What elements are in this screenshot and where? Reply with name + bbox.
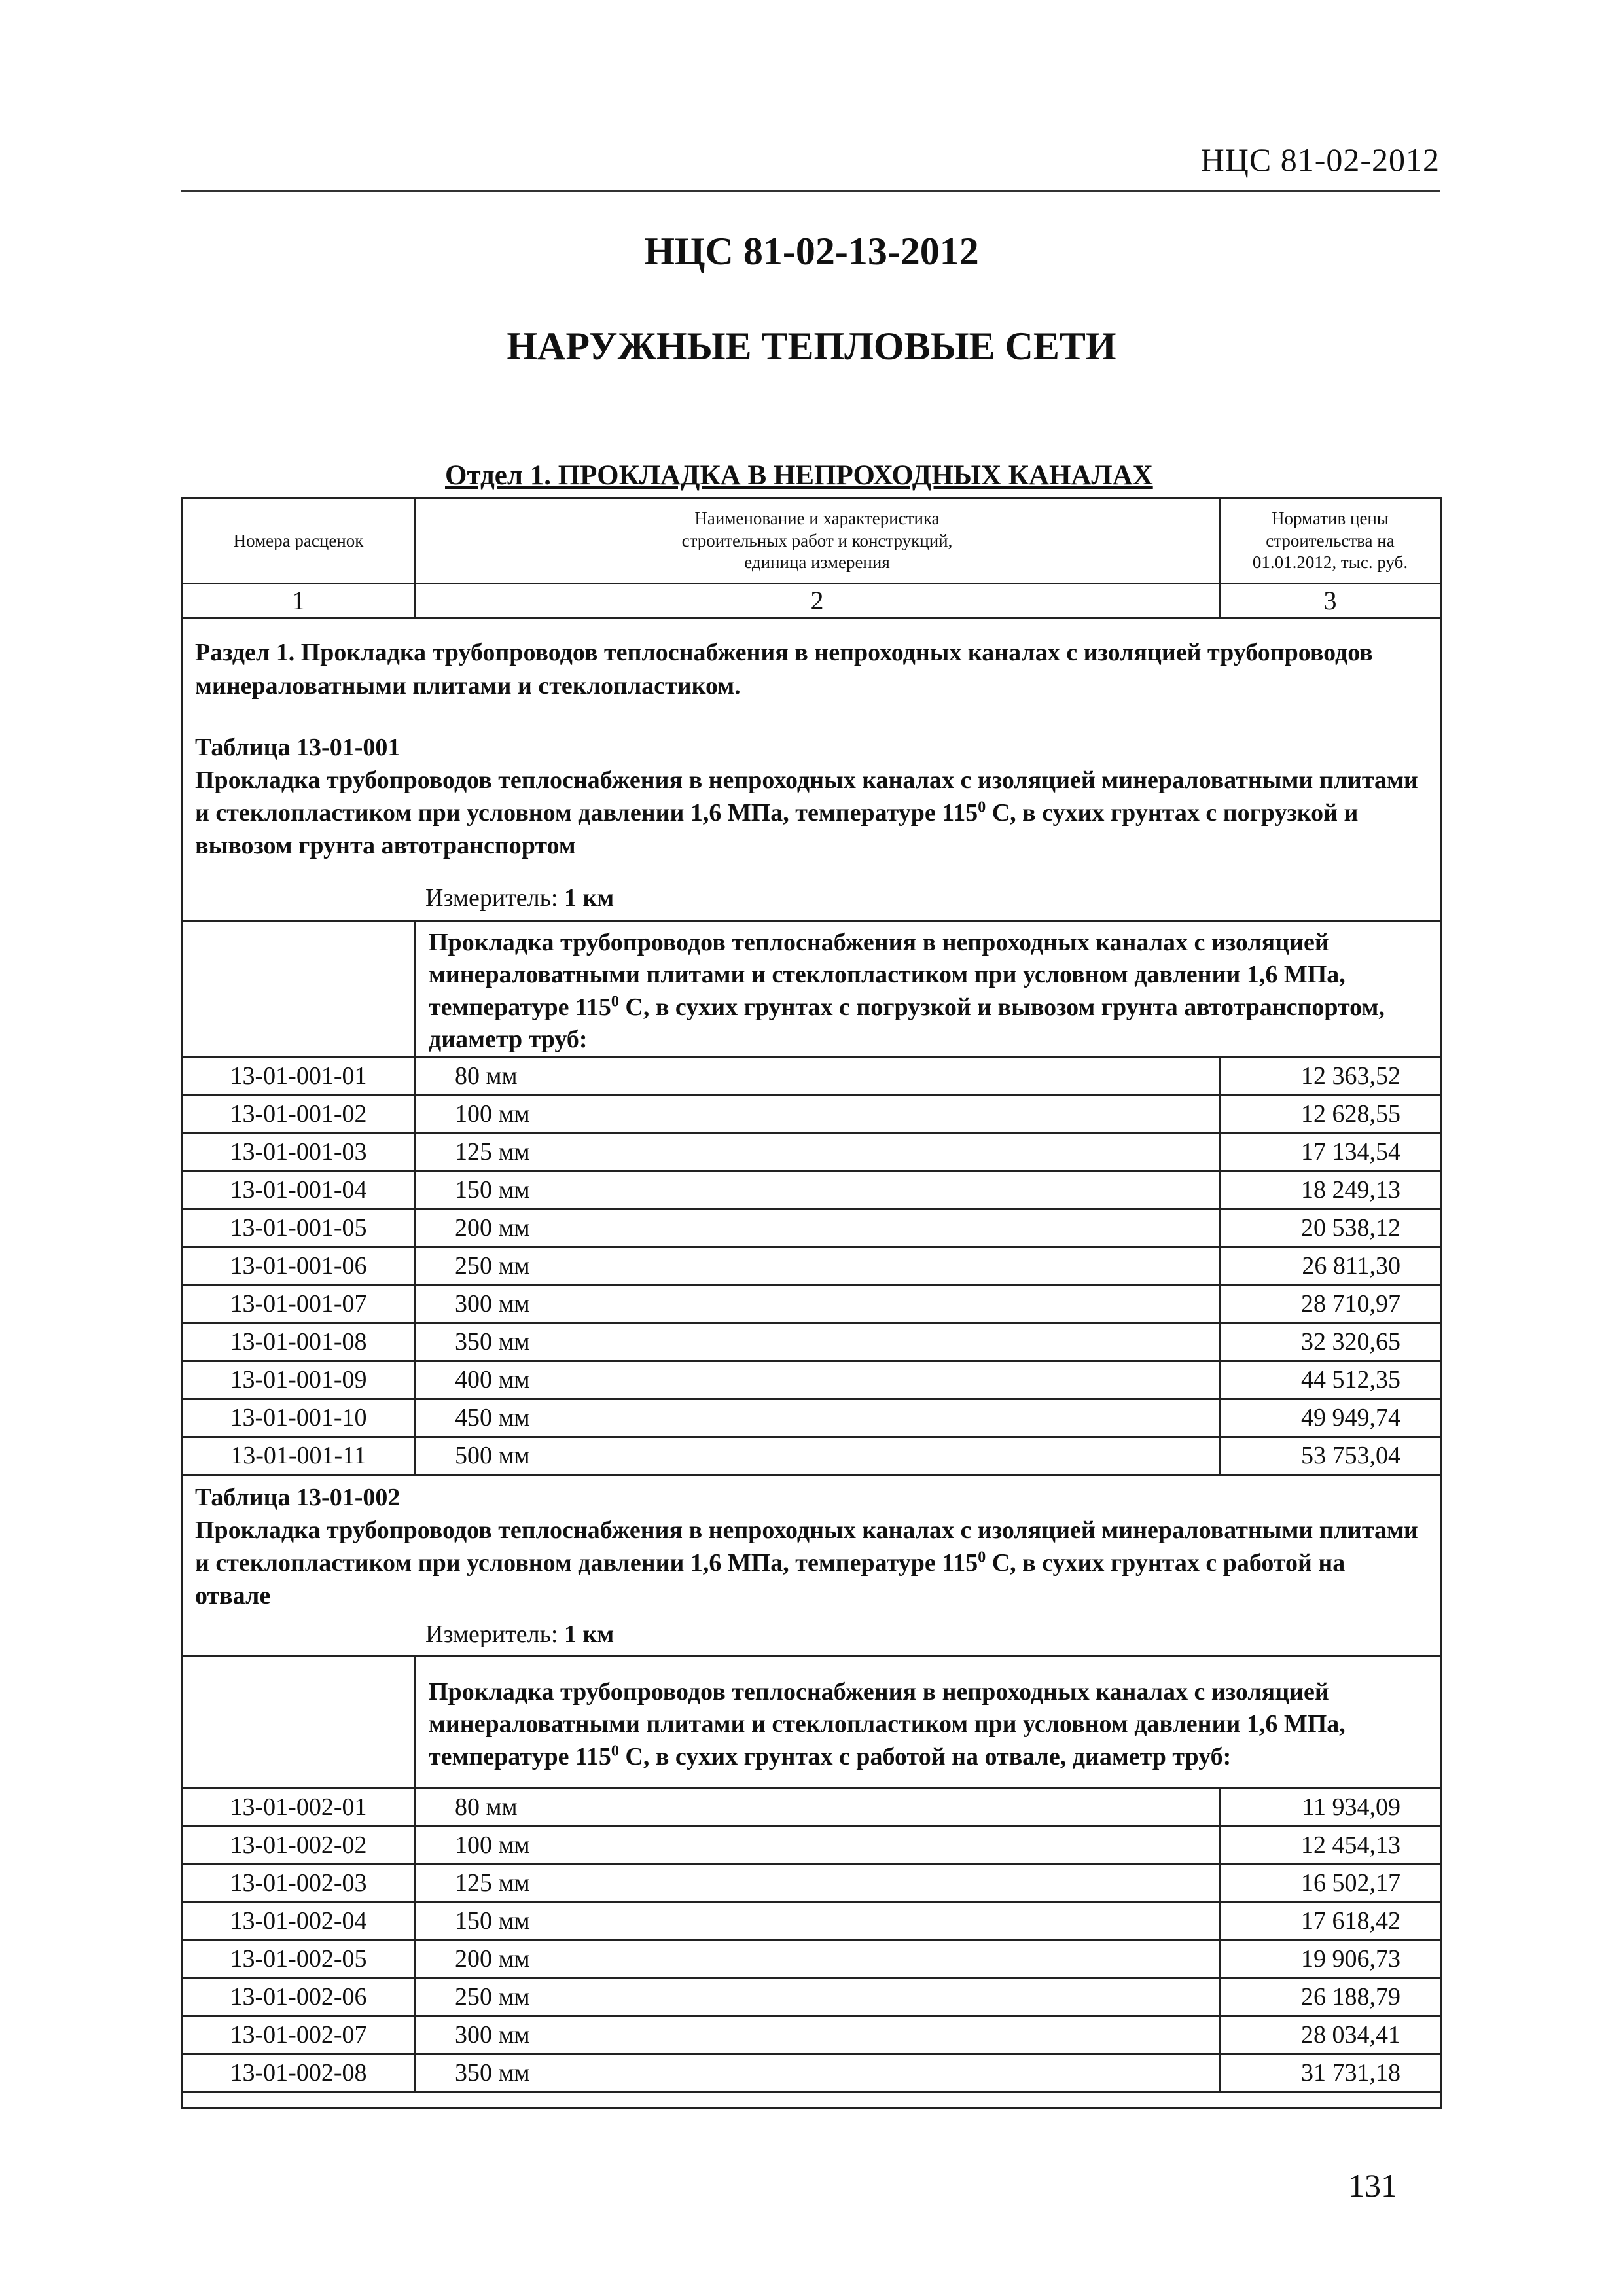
table2-meter bbox=[425, 1620, 614, 1649]
table2-meter-label: Измеритель: bbox=[425, 1621, 564, 1648]
table1-meter bbox=[425, 884, 614, 912]
header-rule bbox=[181, 190, 1440, 192]
table1-desc-part2: С, в сухих грунтах с погрузкой и вывозом грунта автотранспортом, диаметр труб: bbox=[429, 993, 1385, 1054]
table1-meter-value: 1 км bbox=[564, 884, 615, 912]
table-row bbox=[183, 1285, 1441, 1323]
price-value: 12 628,55 bbox=[1220, 1095, 1441, 1133]
table-row bbox=[183, 1399, 1441, 1437]
table2-label: Таблица 13-01-002 bbox=[195, 1484, 401, 1511]
table2-desc-empty bbox=[183, 1656, 415, 1789]
table-row bbox=[183, 1979, 1441, 2017]
department-heading bbox=[445, 459, 1153, 492]
pipe-diameter: 80 мм bbox=[415, 1057, 1220, 1095]
table1-desc-part1: Прокладка трубопроводов теплоснабжения в непроходных каналах с изоляцией минераловатными плитами и стеклопластиком при условном давлении 1,6 МПа, температуре 115 bbox=[429, 929, 1346, 1021]
table-row bbox=[183, 1827, 1441, 1865]
column-number-1: 1 bbox=[183, 584, 415, 619]
rate-code: 13-01-001-05 bbox=[183, 1209, 415, 1247]
table-row bbox=[183, 1057, 1441, 1095]
rate-code: 13-01-001-10 bbox=[183, 1399, 415, 1437]
price-value: 26 188,79 bbox=[1220, 1979, 1441, 2017]
pipe-diameter: 200 мм bbox=[415, 1209, 1220, 1247]
price-value: 17 618,42 bbox=[1220, 1903, 1441, 1941]
price-value: 32 320,65 bbox=[1220, 1323, 1441, 1361]
pipe-diameter: 150 мм bbox=[415, 1903, 1220, 1941]
pipe-diameter: 500 мм bbox=[415, 1437, 1220, 1475]
table1-title-block bbox=[195, 731, 1425, 863]
rate-code: 13-01-001-01 bbox=[183, 1057, 415, 1095]
price-value: 20 538,12 bbox=[1220, 1209, 1441, 1247]
pipe-diameter: 300 мм bbox=[415, 1285, 1220, 1323]
price-value: 28 034,41 bbox=[1220, 2017, 1441, 2054]
table-row bbox=[183, 1323, 1441, 1361]
table-row bbox=[183, 1095, 1441, 1133]
price-value: 17 134,54 bbox=[1220, 1133, 1441, 1171]
table-row bbox=[183, 1903, 1441, 1941]
table1-title-part1: Прокладка трубопроводов теплоснабжения в непроходных каналах с изоляцией минераловатными плитами и стеклопластиком при условном давлении 1,6 МПа, температуре 115 bbox=[195, 766, 1418, 827]
table2-desc-degree: 0 bbox=[611, 1742, 619, 1760]
pipe-diameter: 80 мм bbox=[415, 1789, 1220, 1827]
column-header-price: Норматив цены строительства на 01.01.2012, тыс. руб. bbox=[1220, 499, 1441, 584]
table1-meter-label: Измеритель: bbox=[425, 884, 564, 912]
pipe-diameter: 100 мм bbox=[415, 1095, 1220, 1133]
document-title-name: НАРУЖНЫЕ ТЕПЛОВЫЕ СЕТИ bbox=[507, 325, 1116, 368]
pipe-diameter: 250 мм bbox=[415, 1247, 1220, 1285]
table2-desc-part1: Прокладка трубопроводов теплоснабжения в непроходных каналах с изоляцией минераловатными плитами и стеклопластиком при условном давлении 1,6 МПа, температуре 115 bbox=[429, 1677, 1346, 1770]
pipe-diameter: 450 мм bbox=[415, 1399, 1220, 1437]
pipe-diameter: 100 мм bbox=[415, 1827, 1220, 1865]
price-value: 26 811,30 bbox=[1220, 1247, 1441, 1285]
table1-desc-degree: 0 bbox=[611, 993, 619, 1011]
table1-label: Таблица 13-01-001 bbox=[195, 734, 401, 761]
table1-description bbox=[415, 921, 1441, 1058]
column-header-description: Наименование и характеристика строительных работ и конструкций, единица измерения bbox=[415, 499, 1220, 584]
document-code-header: НЦС 81-02-2012 bbox=[1200, 141, 1440, 178]
column-number-3: 3 bbox=[1220, 584, 1441, 619]
rate-code: 13-01-002-02 bbox=[183, 1827, 415, 1865]
table2-title-degree: 0 bbox=[978, 1549, 986, 1566]
column-header-codes: Номера расценок bbox=[183, 499, 415, 584]
pipe-diameter: 400 мм bbox=[415, 1361, 1220, 1399]
table-row bbox=[183, 1865, 1441, 1903]
rate-code: 13-01-002-08 bbox=[183, 2054, 415, 2092]
table2-title-part1: Прокладка трубопроводов теплоснабжения в непроходных каналах с изоляцией минераловатными плитами и стеклопластиком при условном давлении 1,6 МПа, температуре 115 bbox=[195, 1516, 1418, 1577]
table-row bbox=[183, 1361, 1441, 1399]
table-row bbox=[183, 2054, 1441, 2092]
rate-code: 13-01-002-03 bbox=[183, 1865, 415, 1903]
table1-desc-empty bbox=[183, 921, 415, 1058]
price-value: 19 906,73 bbox=[1220, 1941, 1441, 1979]
table-row bbox=[183, 1437, 1441, 1475]
rate-code: 13-01-001-04 bbox=[183, 1171, 415, 1209]
document-title-code: НЦС 81-02-13-2012 bbox=[644, 230, 979, 273]
rate-code: 13-01-002-05 bbox=[183, 1941, 415, 1979]
price-value: 18 249,13 bbox=[1220, 1171, 1441, 1209]
rate-code: 13-01-002-06 bbox=[183, 1979, 415, 2017]
table2-description bbox=[415, 1656, 1441, 1789]
table-row bbox=[183, 1133, 1441, 1171]
pipe-diameter: 125 мм bbox=[415, 1133, 1220, 1171]
table2-title-part2: С, в сухих грунтах с работой на отвале bbox=[195, 1549, 1346, 1610]
table-row bbox=[183, 1941, 1441, 1979]
page-number: 131 bbox=[1348, 2167, 1397, 2204]
table-row bbox=[183, 1247, 1441, 1285]
rate-code: 13-01-001-03 bbox=[183, 1133, 415, 1171]
table1-title-part2: С, в сухих грунтах с погрузкой и вывозом грунта автотранспортом bbox=[195, 799, 1359, 860]
column-number-2: 2 bbox=[415, 584, 1220, 619]
price-value: 28 710,97 bbox=[1220, 1285, 1441, 1323]
rate-code: 13-01-001-11 bbox=[183, 1437, 415, 1475]
rate-code: 13-01-001-08 bbox=[183, 1323, 415, 1361]
price-value: 16 502,17 bbox=[1220, 1865, 1441, 1903]
table-row bbox=[183, 2017, 1441, 2054]
pipe-diameter: 350 мм bbox=[415, 2054, 1220, 2092]
price-value: 11 934,09 bbox=[1220, 1789, 1441, 1827]
rate-code: 13-01-002-07 bbox=[183, 2017, 415, 2054]
rate-code: 13-01-001-02 bbox=[183, 1095, 415, 1133]
table2-rates bbox=[181, 1655, 1442, 2093]
pipe-diameter: 300 мм bbox=[415, 2017, 1220, 2054]
price-value: 44 512,35 bbox=[1220, 1361, 1441, 1399]
rate-code: 13-01-002-04 bbox=[183, 1903, 415, 1941]
pipe-diameter: 200 мм bbox=[415, 1941, 1220, 1979]
rate-code: 13-01-002-01 bbox=[183, 1789, 415, 1827]
table1-rates bbox=[181, 920, 1442, 1476]
price-value: 53 753,04 bbox=[1220, 1437, 1441, 1475]
table2-title-block bbox=[195, 1481, 1425, 1613]
rate-code: 13-01-001-09 bbox=[183, 1361, 415, 1399]
price-value: 12 363,52 bbox=[1220, 1057, 1441, 1095]
rate-code: 13-01-001-07 bbox=[183, 1285, 415, 1323]
table-row bbox=[183, 1789, 1441, 1827]
table-row bbox=[183, 1209, 1441, 1247]
pipe-diameter: 125 мм bbox=[415, 1865, 1220, 1903]
table2-meter-value: 1 км bbox=[564, 1621, 615, 1648]
table2-desc-part2: С, в сухих грунтах с работой на отвале, диаметр труб: bbox=[618, 1742, 1232, 1770]
table2-title bbox=[195, 1514, 1425, 1612]
pipe-diameter: 350 мм bbox=[415, 1323, 1220, 1361]
table1-title-degree: 0 bbox=[978, 798, 986, 816]
section-heading: Раздел 1. Прокладка трубопроводов теплоснабжения в непроходных каналах с изоляцией трубопроводов минераловатными плитами и стеклопластиком. bbox=[195, 639, 1373, 700]
table1-title bbox=[195, 764, 1425, 862]
pipe-diameter: 150 мм bbox=[415, 1171, 1220, 1209]
table1-body bbox=[183, 1057, 1441, 1475]
price-value: 12 454,13 bbox=[1220, 1827, 1441, 1865]
pipe-diameter: 250 мм bbox=[415, 1979, 1220, 2017]
price-value: 49 949,74 bbox=[1220, 1399, 1441, 1437]
table-row bbox=[183, 1171, 1441, 1209]
price-value: 31 731,18 bbox=[1220, 2054, 1441, 2092]
rate-code: 13-01-001-06 bbox=[183, 1247, 415, 1285]
department-heading-text: Отдел 1. ПРОКЛАДКА В НЕПРОХОДНЫХ КАНАЛАХ bbox=[445, 460, 1153, 491]
table2-body bbox=[183, 1789, 1441, 2092]
